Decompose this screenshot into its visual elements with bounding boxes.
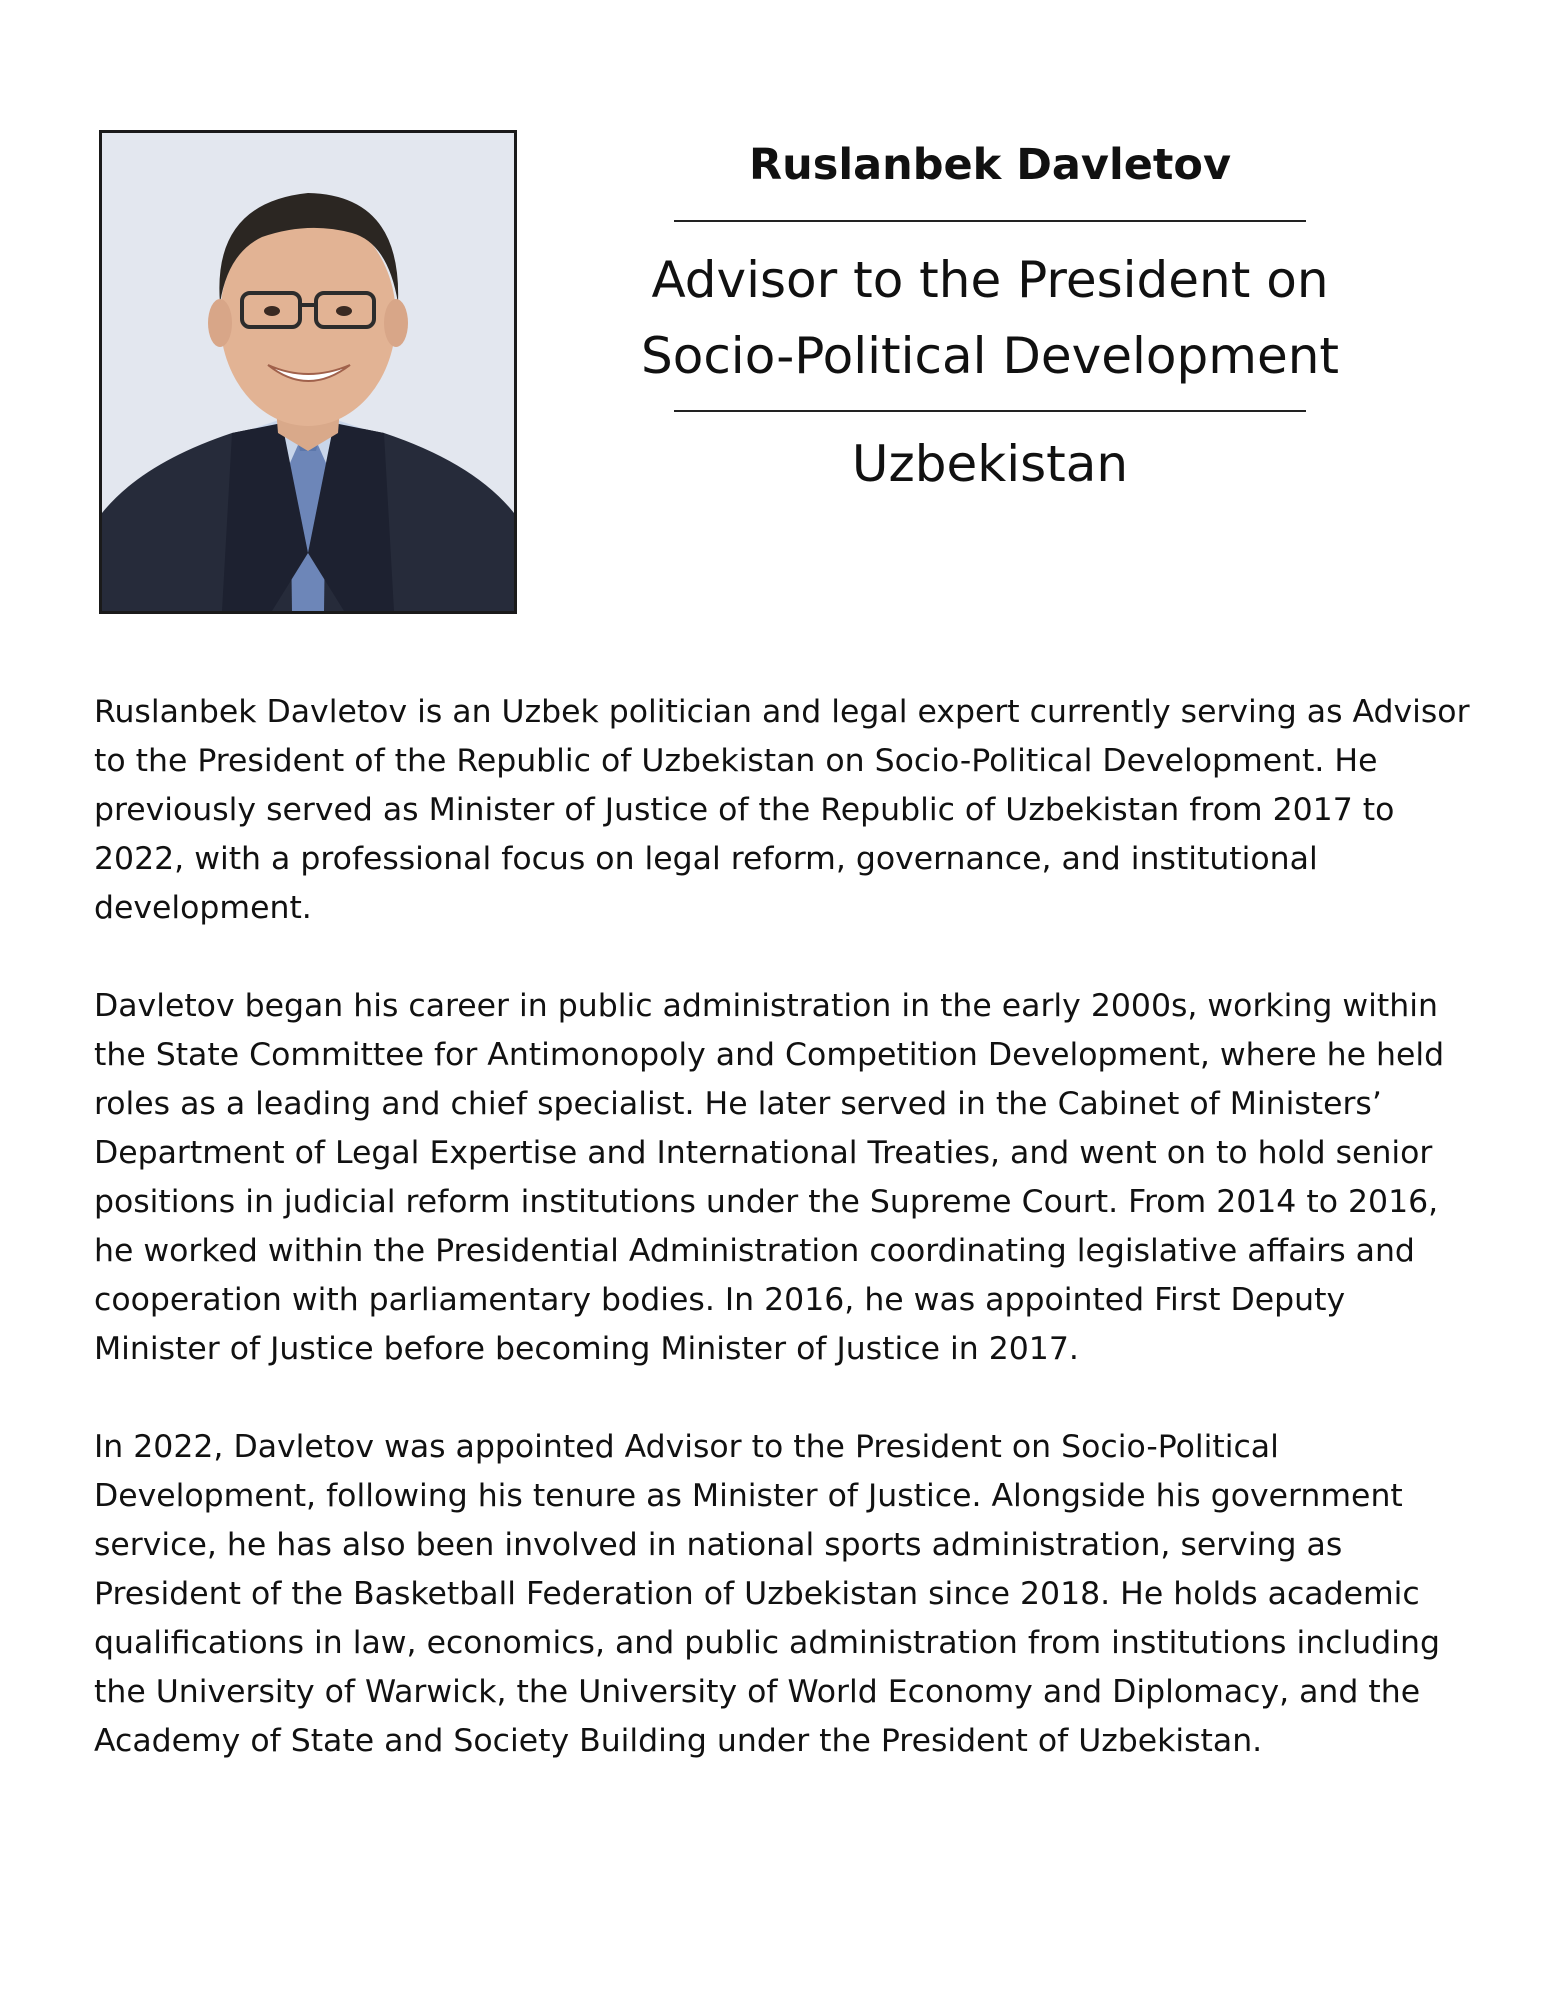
bio-paragraph: Ruslanbek Davletov is an Uzbek politician and legal expert currently serving as Advisor to the President of the Republic of Uzbekistan on Socio-Political Development. He previously served as Minister of Justice of the Republic of Uzbekistan from 2017 to 2022, with a professional focus on legal reform, governance, and institutional development. (94, 694, 1470, 926)
header-divider-top (674, 220, 1306, 222)
header-divider-bottom (674, 410, 1306, 412)
portrait-photo (99, 130, 517, 614)
bio-paragraph: In 2022, Davletov was appointed Advisor to the President on Socio-Political Development, following his tenure as Minister of Justice. Alongside his government service, he has also been involved in national sports administration, serving as President of the Basketball Federation of Uzbekistan since 2018. He holds academic qualifications in law, economics, and public administration from institutions including the University of Warwick, the University of World Economy and Diplomacy, and the Academy of State and Society Building under the President of Uzbekistan. (94, 1429, 1440, 1759)
person-name: Ruslanbek Davletov (749, 140, 1231, 190)
bio-paragraph: Davletov began his career in public administration in the early 2000s, working within the State Committee for Antimonopoly and Competition Development, where he held roles as a leading and chief specialist. He later served in the Cabinet of Ministers’ Department of Legal Expertise and International Treaties, and went on to hold senior positions in judicial reform institutions under the Supreme Court. From 2014 to 2016, he worked within the Presidential Administration coordinating legislative affairs and cooperation with parliamentary bodies. In 2016, he was appointed First Deputy Minister of Justice before becoming Minister of Justice in 2017. (94, 988, 1445, 1367)
portrait-icon (102, 133, 514, 611)
profile-header (600, 130, 1380, 494)
position-title-line-1: Advisor to the President on (651, 250, 1329, 309)
position-title (600, 242, 1380, 394)
biography (94, 688, 1474, 1815)
position-title-line-2: Socio-Political Development (640, 326, 1340, 385)
country-label: Uzbekistan (851, 434, 1129, 493)
